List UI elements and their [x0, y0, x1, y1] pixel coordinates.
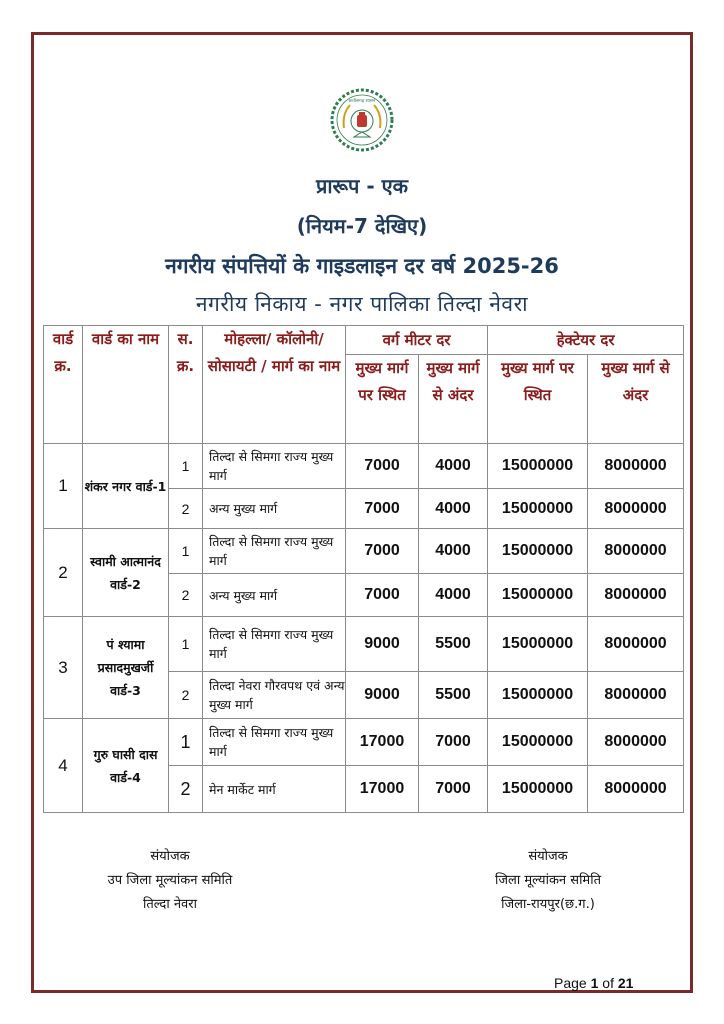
committee-place: तिल्दा नेवरा — [143, 897, 197, 912]
ha-rate-main: 15000000 — [488, 672, 588, 719]
road-name: तिल्दा नेवरा गौरवपथ एवं अन्य मुख्य मार्ग — [203, 672, 346, 719]
signature-block-district-committee — [418, 845, 678, 917]
ha-rate-main: 15000000 — [488, 529, 588, 574]
sqm-rate-inside: 4000 — [419, 444, 488, 489]
form-title: प्रारूप - एक — [315, 174, 409, 198]
table-row — [44, 719, 684, 766]
sqm-rate-inside: 5500 — [419, 672, 488, 719]
of-label: of — [602, 975, 614, 991]
sqm-rate-inside: 4000 — [419, 574, 488, 617]
ha-rate-main: 15000000 — [488, 719, 588, 766]
page-number — [554, 975, 633, 991]
ha-rate-inside: 8000000 — [588, 766, 684, 813]
road-name: तिल्दा से सिमगा राज्य मुख्य मार्ग — [203, 719, 346, 766]
sqm-rate-main: 7000 — [346, 529, 419, 574]
total-pages: 21 — [617, 975, 634, 991]
sqm-rate-inside: 4000 — [419, 489, 488, 529]
ha-rate-main: 15000000 — [488, 617, 588, 672]
sqm-rate-main: 17000 — [346, 719, 419, 766]
ha-rate-main: 15000000 — [488, 574, 588, 617]
ha-rate-main: 15000000 — [488, 766, 588, 813]
sqm-rate-main: 7000 — [346, 489, 419, 529]
header-ward-no: वार्ड क्र. — [44, 326, 83, 444]
sqm-rate-main: 17000 — [346, 766, 419, 813]
sqm-rate-main: 9000 — [346, 672, 419, 719]
ward-number: 4 — [44, 719, 83, 813]
document-title: नगरीय संपत्तियों के गाइडलाइन दर वर्ष 2025-26 — [165, 254, 559, 278]
header-ward-name: वार्ड का नाम — [83, 326, 169, 444]
ward-name: पं श्यामा प्रसादमुखर्जी वार्ड-3 — [83, 617, 169, 719]
guideline-rates-table — [43, 325, 684, 813]
serial-number: 1 — [169, 617, 203, 672]
ha-rate-main: 15000000 — [488, 489, 588, 529]
ha-rate-inside: 8000000 — [588, 574, 684, 617]
ward-number: 2 — [44, 529, 83, 617]
ward-number: 1 — [44, 444, 83, 529]
ha-rate-inside: 8000000 — [588, 672, 684, 719]
sqm-rate-main: 7000 — [346, 574, 419, 617]
signatory-role: संयोजक — [528, 849, 568, 864]
serial-number: 1 — [169, 719, 203, 766]
header-hectare-rate: हेक्टेयर दर — [488, 326, 684, 355]
road-name: अन्य मुख्य मार्ग — [203, 574, 346, 617]
ward-name: गुरु घासी दास वार्ड-4 — [83, 719, 169, 813]
table-row — [44, 617, 684, 672]
sqm-rate-inside: 7000 — [419, 719, 488, 766]
sqm-rate-inside: 7000 — [419, 766, 488, 813]
road-name: तिल्दा से सिमगा राज्य मुख्य मार्ग — [203, 529, 346, 574]
signatory-role: संयोजक — [150, 849, 190, 864]
committee-name: उप जिला मूल्यांकन समिति — [107, 873, 233, 888]
municipal-body-subtitle: नगरीय निकाय - नगर पालिका तिल्दा नेवरा — [195, 292, 529, 316]
ha-rate-inside: 8000000 — [588, 719, 684, 766]
ha-rate-inside: 8000000 — [588, 444, 684, 489]
committee-place: जिला-रायपुर(छ.ग.) — [501, 897, 595, 912]
rule-reference: (नियम-7 देखिए) — [296, 214, 428, 238]
chhattisgarh-government-emblem-logo — [330, 88, 394, 152]
ha-rate-main: 15000000 — [488, 444, 588, 489]
header-ha-inside-main-road: मुख्य मार्ग से अंदर — [588, 355, 684, 444]
sqm-rate-inside: 5500 — [419, 617, 488, 672]
serial-number: 2 — [169, 672, 203, 719]
serial-number: 1 — [169, 529, 203, 574]
serial-number: 1 — [169, 444, 203, 489]
sqm-rate-main: 7000 — [346, 444, 419, 489]
ha-rate-inside: 8000000 — [588, 617, 684, 672]
current-page: 1 — [590, 975, 599, 991]
road-name: अन्य मुख्य मार्ग — [203, 489, 346, 529]
serial-number: 2 — [169, 489, 203, 529]
signature-block-sub-district-committee — [40, 845, 300, 917]
header-serial: स. क्र. — [169, 326, 203, 444]
header-sqm-inside-main-road: मुख्य मार्ग से अंदर — [419, 355, 488, 444]
svg-text:छत्तीसगढ़ शासन: छत्तीसगढ़ शासन — [348, 99, 376, 104]
ward-name: स्वामी आत्मानंद वार्ड-2 — [83, 529, 169, 617]
road-name: मेन मार्केट मार्ग — [203, 766, 346, 813]
table-row — [44, 444, 684, 489]
table-row — [44, 529, 684, 574]
serial-number: 2 — [169, 766, 203, 813]
page-label: Page — [554, 975, 587, 991]
ha-rate-inside: 8000000 — [588, 489, 684, 529]
sqm-rate-inside: 4000 — [419, 529, 488, 574]
sqm-rate-main: 9000 — [346, 617, 419, 672]
ha-rate-inside: 8000000 — [588, 529, 684, 574]
serial-number: 2 — [169, 574, 203, 617]
header-locality: मोहल्ला/ कॉलोनी/ सोसायटी / मार्ग का नाम — [203, 326, 346, 444]
header-ha-on-main-road: मुख्य मार्ग पर स्थित — [488, 355, 588, 444]
road-name: तिल्दा से सिमगा राज्य मुख्य मार्ग — [203, 617, 346, 672]
header-sqm-rate: वर्ग मीटर दर — [346, 326, 488, 355]
header-sqm-on-main-road: मुख्य मार्ग पर स्थित — [346, 355, 419, 444]
ward-number: 3 — [44, 617, 83, 719]
road-name: तिल्दा से सिमगा राज्य मुख्य मार्ग — [203, 444, 346, 489]
committee-name: जिला मूल्यांकन समिति — [495, 873, 601, 888]
ward-name: शंकर नगर वार्ड-1 — [83, 444, 169, 529]
